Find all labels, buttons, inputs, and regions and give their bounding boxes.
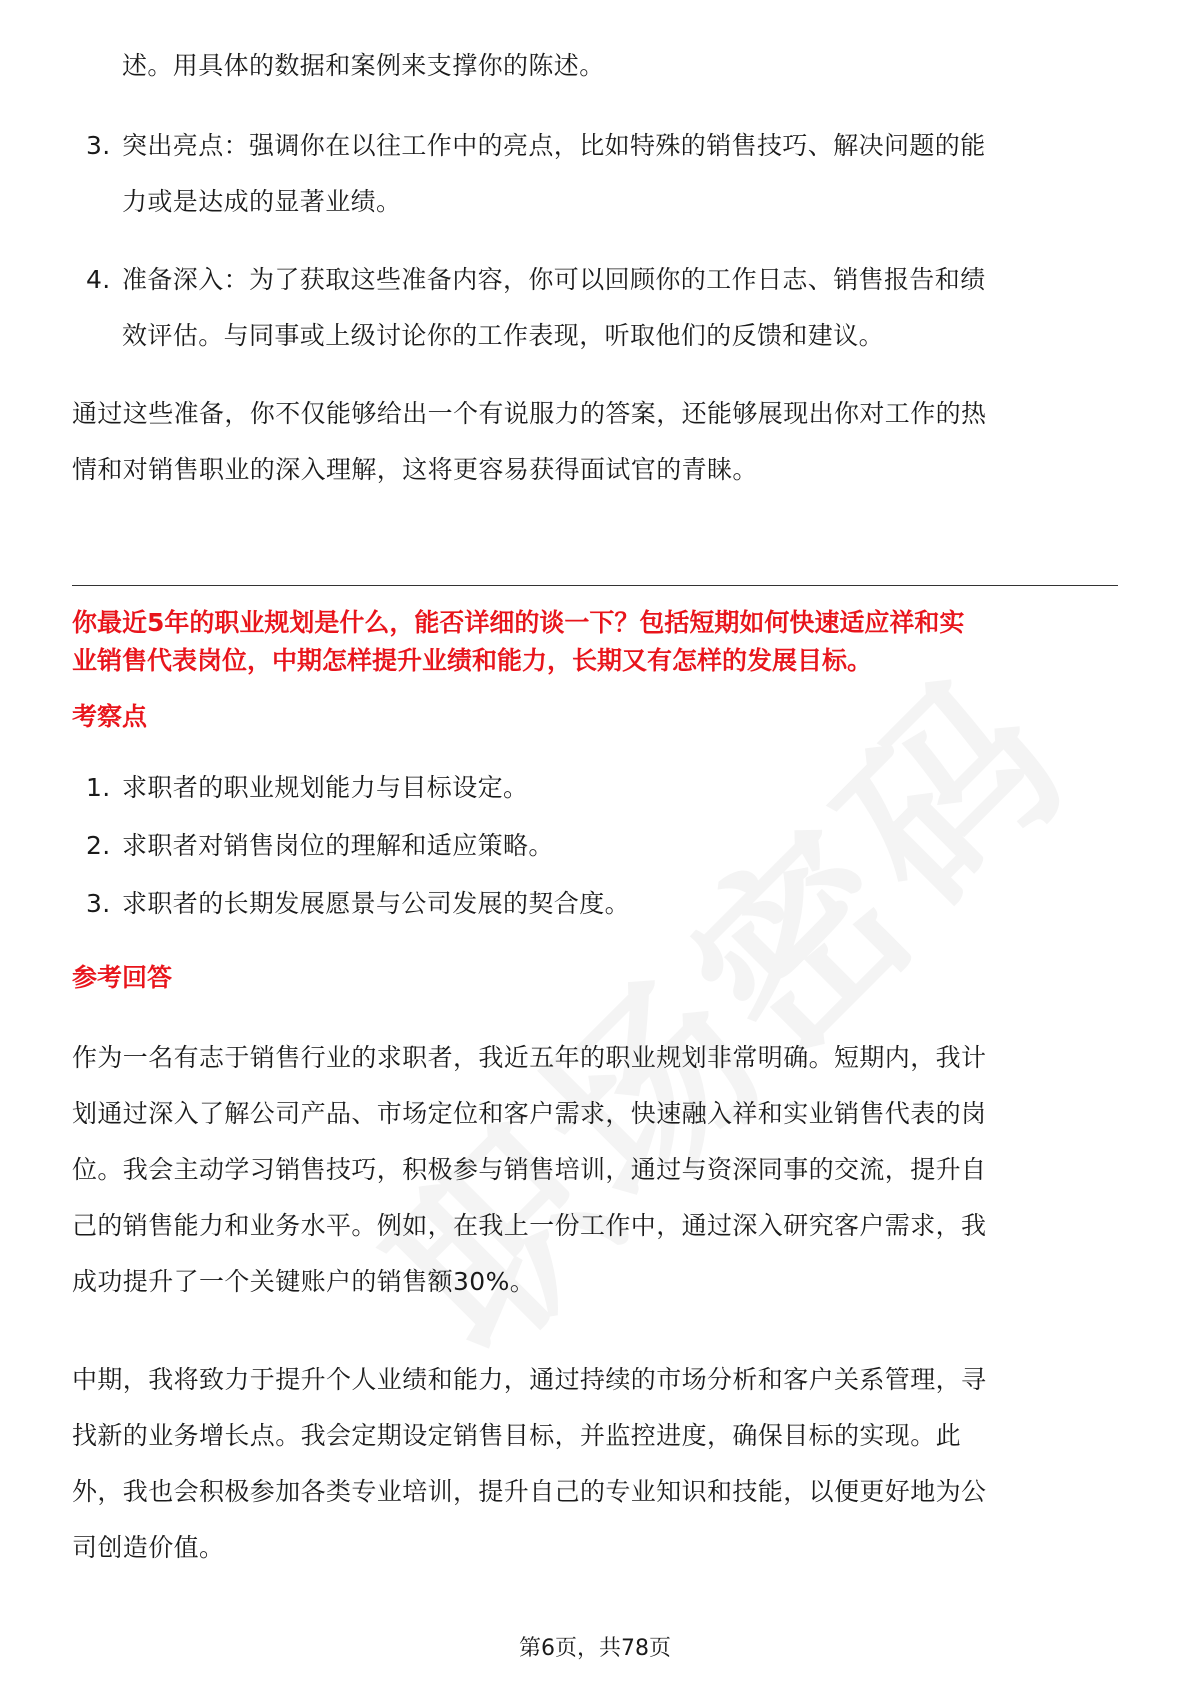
list-body: 求职者对销售岗位的理解和适应策略。 xyxy=(122,831,554,860)
list-line: 突出亮点：强调你在以往工作中的亮点，比如特殊的销售技巧、解决问题的能 xyxy=(122,131,986,160)
answer-paragraph xyxy=(72,1030,1122,1310)
paragraph-line: 划通过深入了解公司产品、市场定位和客户需求，快速融入祥和实业销售代表的岗 xyxy=(72,1099,987,1128)
question-line: 业销售代表岗位，中期怎样提升业绩和能力，长期又有怎样的发展目标。 xyxy=(72,646,873,675)
paragraph-line: 中期，我将致力于提升个人业绩和能力，通过持续的市场分析和客户关系管理，寻 xyxy=(72,1365,987,1394)
list-line: 力或是达成的显著业绩。 xyxy=(122,187,402,216)
conclusion-paragraph xyxy=(72,386,1122,498)
answer-paragraph xyxy=(72,1352,1122,1576)
examine-title: 考察点 xyxy=(72,702,148,731)
paragraph-line: 成功提升了一个关键账户的销售额30%。 xyxy=(72,1267,536,1296)
paragraph-line: 己的销售能力和业务水平。例如，在我上一份工作中，通过深入研究客户需求，我 xyxy=(72,1211,987,1240)
paragraph-line: 情和对销售职业的深入理解，这将更容易获得面试官的青睐。 xyxy=(72,455,758,484)
list-line: 准备深入：为了获取这些准备内容，你可以回顾你的工作日志、销售报告和绩 xyxy=(122,265,986,294)
paragraph-line: 位。我会主动学习销售技巧，积极参与销售培训，通过与资深同事的交流，提升自 xyxy=(72,1155,987,1184)
paragraph-line: 通过这些准备，你不仅能够给出一个有说服力的答案，还能够展现出你对工作的热 xyxy=(72,399,987,428)
list-number: 4. xyxy=(86,265,111,294)
list-line: 效评估。与同事或上级讨论你的工作表现，听取他们的反馈和建议。 xyxy=(122,321,885,350)
answer-title: 参考回答 xyxy=(72,963,173,992)
list-number: 2. xyxy=(86,831,111,860)
list-number: 1. xyxy=(86,773,111,802)
intro-continuation: 述。用具体的数据和案例来支撑你的陈述。 xyxy=(122,51,605,80)
page-number: 第6页，共78页 xyxy=(519,1636,671,1661)
list-body xyxy=(122,252,1122,364)
paragraph-line: 外，我也会积极参加各类专业培训，提升自己的专业知识和技能，以便更好地为公 xyxy=(72,1477,987,1506)
list-body: 求职者的长期发展愿景与公司发展的契合度。 xyxy=(122,889,631,918)
section-divider xyxy=(72,585,1118,586)
paragraph-line: 司创造价值。 xyxy=(72,1533,225,1562)
question-line: 你最近5年的职业规划是什么，能否详细的谈一下？包括短期如何快速适应祥和实 xyxy=(72,608,965,637)
list-number: 3. xyxy=(86,889,111,918)
question-heading xyxy=(72,604,1122,680)
list-number: 3. xyxy=(86,131,111,160)
paragraph-line: 作为一名有志于销售行业的求职者，我近五年的职业规划非常明确。短期内，我计 xyxy=(72,1043,987,1072)
paragraph-line: 找新的业务增长点。我会定期设定销售目标，并监控进度，确保目标的实现。此 xyxy=(72,1421,962,1450)
list-body: 求职者的职业规划能力与目标设定。 xyxy=(122,773,529,802)
list-body xyxy=(122,118,1122,230)
